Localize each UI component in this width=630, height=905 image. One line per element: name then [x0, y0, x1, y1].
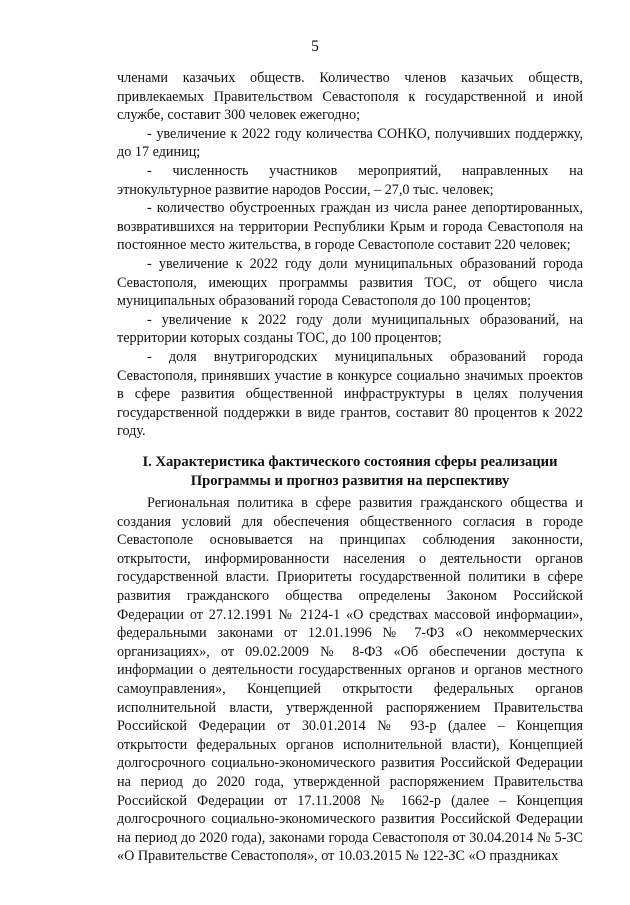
indicators-block: [117, 69, 583, 441]
section-heading-line: Программы и прогноз развития на перспективу: [190, 473, 510, 489]
section-heading-line: I. Характеристика фактического состояния сферы реализации: [142, 454, 558, 470]
section-heading: [117, 453, 583, 491]
list-item: - увеличение к 2022 году доли муниципальных образований города Севастополя, имеющих программы развития ТОС, от общего числа муниципальных образований города Севастополя до 100 процентов;: [117, 255, 583, 310]
section-paragraph: Региональная политика в сфере развития гражданского общества и создания условий для обеспечения общественного согласия в городе Севастополе основывается на принципах соблюдения законности, открытости, информированности населения о деятельности органов государственной власти. Приоритеты государственной политики в сфере развития гражданского общества определены Законом Российской Федерации от 27.12.1991 № 2124-1 «О средствах массовой информации», федеральными законами от 12.01.1996 № 7-ФЗ «О некоммерческих организациях», от 09.02.2009 № 8-ФЗ «Об обеспечении доступа к информации о деятельности государственных органов и органов местного самоуправления», Концепцией открытости федеральных органов исполнительной власти, утвержденной распоряжением Правительства Российской Федерации от 30.01.2014 № 93-р (далее – Концепция открытости федеральных органов исполнительной власти), Концепцией долгосрочного социально-экономического развития Российской Федерации на период до 2020 года, утвержденной распоряжением Правительства Российской Федерации от 17.11.2008 № 1662-р (далее – Концепция долгосрочного социально-экономического развития Российской Федерации на период до 2020 года), законами города Севастополя от 30.04.2014 № 5-ЗС «О Правительстве Севастополя», от 10.03.2015 № 122-ЗС «О праздниках: [117, 495, 583, 865]
list-item: - увеличение к 2022 году количества СОНКО, получивших поддержку, до 17 единиц;: [117, 125, 583, 161]
list-item: - доля внутригородских муниципальных образований города Севастополя, принявших участие в конкурсе социально значимых проектов в сфере развития общественной инфраструктуры в целях получения государственной поддержки в виде грантов, составит 80 процентов к 2022 году.: [117, 348, 583, 440]
section-body: [117, 494, 583, 866]
intro-paragraph: членами казачьих обществ. Количество членов казачьих обществ, привлекаемых Правительством Севастополя к государственной и иной службе, составит 300 человек ежегодно;: [117, 70, 583, 124]
page-number: 5: [311, 38, 319, 55]
list-item: - численность участников мероприятий, направленных на этнокультурное развитие народов России, – 27,0 тыс. человек;: [117, 162, 583, 198]
list-item: - количество обустроенных граждан из числа ранее депортированных, возвратившихся на территории Республики Крым и города Севастополя на постоянное место жительства, в городе Севастополе составит 220 человек;: [117, 200, 583, 254]
list-item: - увеличение к 2022 году доли муниципальных образований, на территории которых созданы ТОС, до 100 процентов;: [117, 311, 583, 347]
